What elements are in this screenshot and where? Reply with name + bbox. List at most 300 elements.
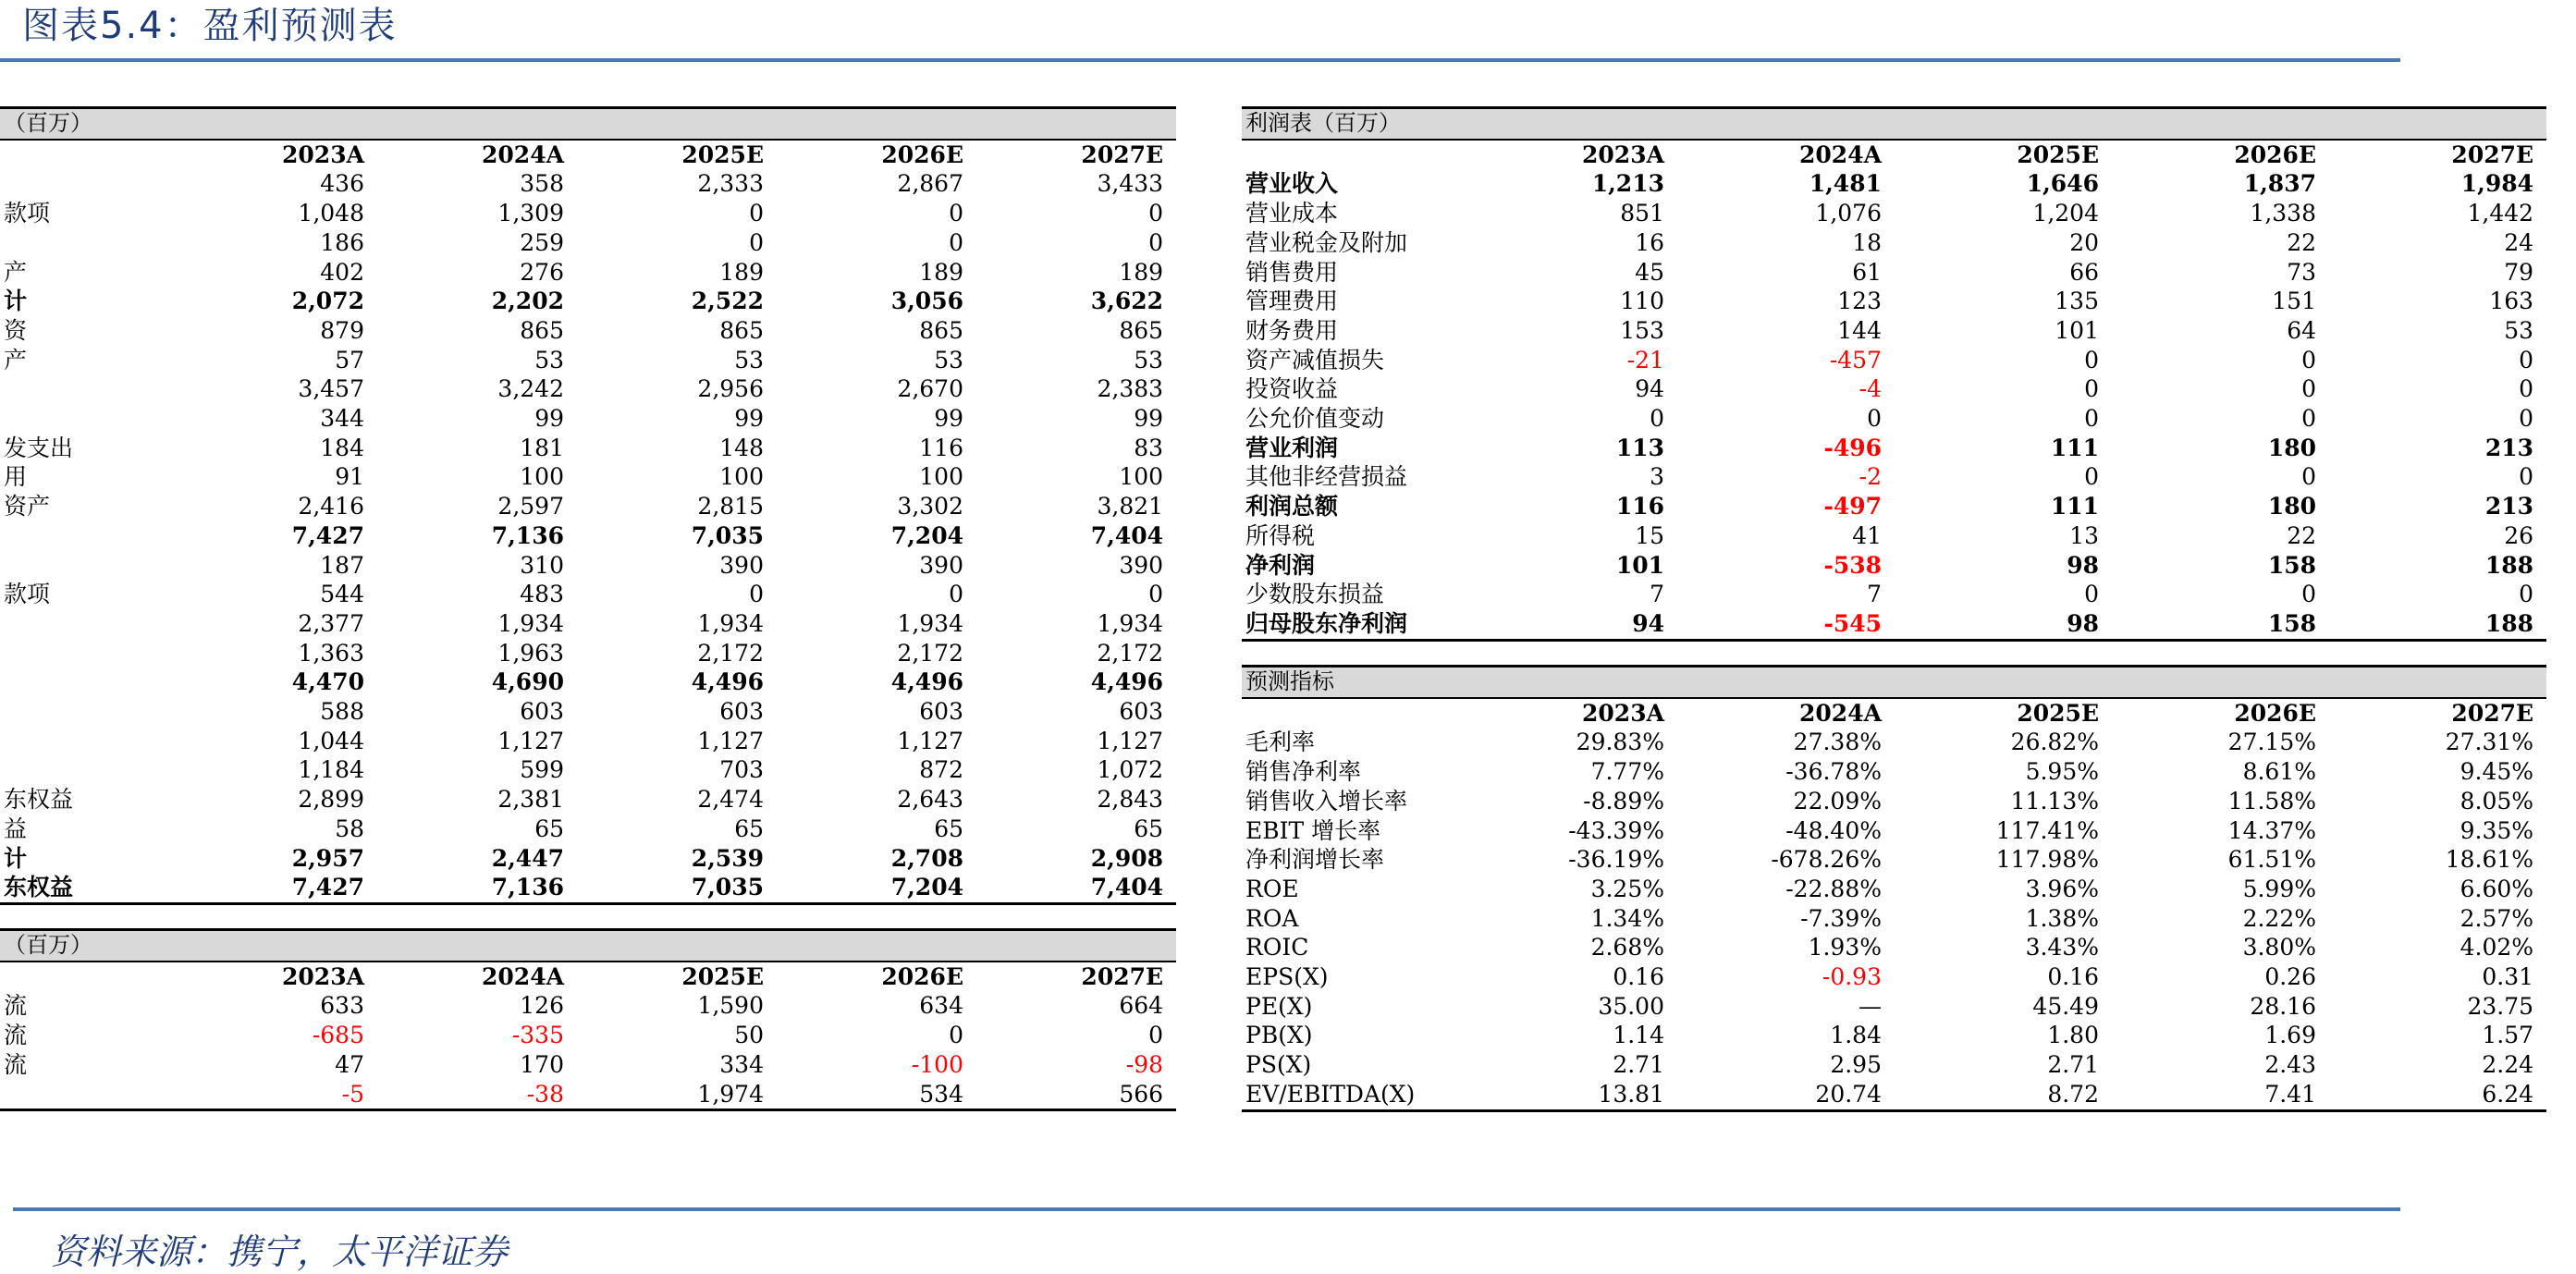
row-label: 管理费用 [1245,288,1339,315]
row-label: 产 [4,258,28,286]
value-cell: 189 [919,258,963,286]
value-cell: -538 [1823,551,1882,579]
value-cell: 2,908 [1090,844,1164,872]
value-cell: 189 [719,258,764,286]
value-cell: 2,172 [897,639,963,667]
value-cell: 2,172 [697,639,764,667]
value-cell: 99 [934,405,963,433]
value-cell: 111 [2050,434,2099,461]
value-cell: 344 [320,405,364,433]
value-cell: 534 [777,1080,976,1110]
value-cell: 101 [1615,551,1664,579]
value-cell: 1,646 [2026,170,2099,198]
value-cell: 2,383 [1097,375,1164,403]
row-label: 计 [4,288,28,315]
value-cell: 7 [1867,581,1882,608]
value-cell: 7,035 [691,521,764,549]
value-cell: 65 [534,815,564,842]
row-label: 营业成本 [1245,200,1339,227]
value-cell: 27.38% [1793,729,1882,756]
value-cell: 153 [1620,316,1664,344]
value-cell: 99 [1134,405,1164,433]
value-cell: 99 [734,405,764,433]
value-cell: 148 [719,434,764,461]
value-cell: 1,127 [1097,727,1164,754]
row-label: PB(X) [1245,1022,1313,1049]
value-cell: 0 [1148,581,1164,608]
value-cell: 0 [2519,581,2534,608]
value-cell: 180 [2267,493,2316,521]
value-cell: 53 [534,346,564,374]
section-header-row [0,108,1176,140]
value-cell: 2,381 [497,786,564,814]
value-cell: -497 [1823,493,1882,521]
value-cell: 3,302 [897,493,963,521]
year-header-row [0,962,1176,992]
value-cell: -335 [511,1022,564,1049]
value-cell: 0 [2519,405,2534,433]
value-cell: 45.49 [2032,992,2099,1020]
year-header: 2023A [1582,141,1664,168]
value-cell: 8.72 [1895,1080,2112,1110]
value-cell: 1.84 [1830,1022,1882,1049]
value-cell: 14.37% [2227,816,2316,844]
value-cell: 7.41 [2112,1080,2329,1110]
table-row [0,492,1176,521]
row-label [0,609,178,639]
table-row [0,169,1176,199]
value-cell: 402 [320,258,364,286]
row-label: 其他非经营损益 [1245,463,1408,491]
title-rule [0,58,2400,62]
table-row [1242,199,2546,228]
year-header: 2024A [1799,141,1882,168]
table-row [1242,316,2546,346]
value-cell: 18.61% [2445,846,2534,874]
value-cell: 1,481 [1809,170,1882,198]
section-header-row [0,930,1176,962]
value-cell: 1,127 [497,727,564,754]
row-label [0,404,178,434]
row-label: EBIT 增长率 [1245,816,1381,844]
value-cell: -4 [1858,375,1882,403]
value-cell: 7,404 [1090,521,1164,549]
row-label: 销售费用 [1245,258,1339,286]
value-cell: 7,204 [890,521,963,549]
row-label: 资产 [4,493,51,521]
value-cell: 135 [2055,288,2099,315]
value-cell: 0.31 [2482,963,2534,991]
row-label: 资产减值损失 [1245,346,1385,374]
table-row [0,873,1176,903]
table-row [1242,757,2546,787]
value-cell: 865 [719,316,764,344]
value-cell: 2,333 [697,170,764,198]
row-label: 计 [4,844,28,872]
row-label: 款项 [4,581,51,608]
value-cell: 1,048 [298,200,364,227]
value-cell: 4,496 [691,668,764,696]
value-cell: 22 [2287,228,2316,256]
year-header: 2027E [2451,699,2534,727]
value-cell: 1,127 [897,727,963,754]
value-cell: 1,044 [298,727,364,754]
table-row [0,609,1176,639]
row-label [0,755,178,785]
value-cell: 100 [719,463,764,491]
value-cell: 2,474 [697,786,764,814]
table-row [0,228,1176,258]
value-cell: 20 [2069,228,2099,256]
table-row [1242,169,2546,199]
row-label: 发支出 [4,434,74,461]
row-label: ROIC [1245,934,1309,962]
year-header: 2025E [2017,699,2099,727]
section-header-row [1242,667,2546,698]
year-header: 2024A [482,141,564,168]
value-cell: 26.82% [2010,729,2099,756]
value-cell: 1,837 [2243,170,2316,198]
value-cell: 2,670 [897,375,963,403]
value-cell: 66 [2069,258,2099,286]
table-row [1242,787,2546,816]
row-label [0,727,178,756]
value-cell: -22.88% [1785,875,1882,902]
row-label: 东权益 [4,786,74,814]
value-cell: 45 [1635,258,1664,286]
value-cell: 58 [335,815,364,842]
value-cell: 0 [2301,463,2316,491]
value-cell: 117.98% [1995,846,2099,874]
row-label: 归母股东净利润 [1242,609,1460,640]
value-cell: 0 [1148,228,1164,256]
value-cell: 188 [2484,551,2534,579]
value-cell: 213 [2484,434,2534,461]
value-cell: 0 [2301,581,2316,608]
value-cell: 1,442 [2467,200,2534,227]
value-cell: 53 [2504,316,2534,344]
value-cell: 1,076 [1815,200,1882,227]
value-cell: 7,136 [491,521,564,549]
value-cell: 16 [1635,228,1664,256]
value-cell: 851 [1620,200,1664,227]
value-cell: -5 [178,1080,377,1110]
table-row [1242,875,2546,904]
value-cell: -685 [312,1022,364,1049]
table-row [1242,962,2546,992]
value-cell: 1,184 [298,756,364,784]
table-row [0,639,1176,668]
value-cell: 2,202 [491,288,564,315]
value-cell: 64 [2287,316,2316,344]
table-row [1242,609,2546,640]
value-cell: 3.96% [2025,875,2099,902]
value-cell: 1,213 [1591,170,1664,198]
value-cell: 0.16 [1613,963,1664,991]
value-cell: -21 [1626,346,1664,374]
value-cell: 2,172 [1097,639,1164,667]
value-cell: 0 [2519,463,2534,491]
value-cell: -496 [1823,434,1882,461]
year-header: 2026E [881,141,963,168]
value-cell: -43.39% [1568,816,1664,844]
value-cell: 1.93% [1808,934,1882,962]
value-cell: 7,204 [777,873,976,903]
value-cell: 1,363 [298,639,364,667]
value-cell: 0 [949,581,963,608]
table-row [0,727,1176,756]
row-label: 益 [4,815,28,842]
year-header-blank [0,140,178,170]
value-cell: 4,690 [491,668,564,696]
table-row [0,1050,1176,1080]
row-label: 净利润增长率 [1245,846,1385,874]
year-header: 2023A [282,962,364,990]
value-cell: 98 [2067,551,2099,579]
table-row [0,668,1176,697]
table-row [1242,346,2546,375]
value-cell: -457 [1829,346,1882,374]
table-row [0,755,1176,785]
value-cell: 0 [1148,200,1164,227]
value-cell: 50 [734,1022,764,1049]
value-cell: 2.95 [1830,1051,1882,1079]
year-header: 2027E [2451,141,2534,168]
row-label [0,169,178,199]
value-cell: 1,204 [2032,200,2099,227]
table-row [0,462,1176,492]
table-row [1242,992,2546,1022]
row-label: 利润总额 [1245,493,1339,521]
value-cell: 4.02% [2459,934,2534,962]
value-cell: 865 [919,316,963,344]
value-cell: 588 [320,698,364,726]
value-cell: 633 [320,992,364,1020]
value-cell: 189 [1119,258,1164,286]
value-cell: 1,934 [497,609,564,637]
value-cell: 5.99% [2242,875,2316,902]
table-row [1242,462,2546,492]
year-header: 2026E [2234,699,2316,727]
value-cell: 2.71 [1613,1051,1664,1079]
value-cell: 0 [2084,463,2099,491]
value-cell: 1.57 [2482,1022,2534,1049]
value-cell: 73 [2287,258,2316,286]
row-label [0,697,178,727]
value-cell: 1,072 [1097,756,1164,784]
value-cell: -48.40% [1785,816,1882,844]
value-cell: 3,457 [298,375,364,403]
year-header-row [1242,140,2546,170]
table-row [0,844,1176,874]
value-cell: 7,136 [377,873,577,903]
value-cell: 2,899 [298,786,364,814]
value-cell: 3,056 [890,288,963,315]
value-cell: 310 [520,551,564,579]
value-cell: 8.05% [2459,787,2534,815]
value-cell: 3,433 [1097,170,1164,198]
value-cell: 0 [949,200,963,227]
year-header: 2025E [681,962,764,990]
value-cell: 53 [1134,346,1164,374]
value-cell: 53 [734,346,764,374]
value-cell: 2,956 [697,375,764,403]
value-cell: 27.15% [2227,729,2316,756]
value-cell: 9.45% [2459,758,2534,786]
value-cell: 91 [335,463,364,491]
forecast-indicators-table [1242,665,2546,1112]
value-cell: 2,522 [691,288,764,315]
value-cell: 0 [2301,375,2316,403]
value-cell: 79 [2504,258,2534,286]
value-cell: 0 [2084,375,2099,403]
value-cell: 1.80 [2047,1022,2099,1049]
row-label: 所得税 [1245,521,1316,549]
value-cell: 1.38% [2025,904,2099,932]
cash-flow-table [0,928,1176,1111]
value-cell: 2.68% [1590,934,1664,962]
section-header: （百万） [0,930,1176,962]
value-cell: 0.26 [2264,963,2316,991]
table-row [1242,845,2546,875]
table-row [1242,228,2546,258]
value-cell: 1,984 [2460,170,2534,198]
value-cell: 1,934 [1097,609,1164,637]
value-cell: 2,447 [491,844,564,872]
value-cell: 151 [2272,288,2316,315]
table-row [0,258,1176,288]
value-cell: 116 [1615,493,1664,521]
row-label: 款项 [4,200,51,227]
row-label: 用 [4,463,28,491]
value-cell: 23.75 [2467,992,2534,1020]
row-label: ROE [1245,875,1299,902]
value-cell: 98 [1895,609,2112,640]
value-cell: 3,622 [1090,288,1164,315]
value-cell: 26 [2504,521,2534,549]
value-cell: 99 [534,405,564,433]
value-cell: 3,821 [1097,493,1164,521]
value-cell: 11.58% [2227,787,2316,815]
value-cell: 57 [335,346,364,374]
value-cell: 144 [1837,316,1882,344]
value-cell: -7.39% [1800,904,1882,932]
table-row [0,785,1176,815]
value-cell: 0 [2084,405,2099,433]
value-cell: 22 [2287,521,2316,549]
table-row [0,815,1176,844]
table-row [0,991,1176,1021]
value-cell: -36.19% [1568,846,1664,874]
row-label [0,228,178,258]
value-cell: 3.80% [2242,934,2316,962]
value-cell: 100 [520,463,564,491]
value-cell: 544 [320,581,364,608]
year-header: 2025E [2017,141,2099,168]
value-cell: 20.74 [1677,1080,1895,1110]
value-cell: 5.95% [2025,758,2099,786]
value-cell: 3.43% [2025,934,2099,962]
year-header: 2027E [1081,962,1164,990]
value-cell: 2,597 [497,493,564,521]
value-cell: 116 [919,434,963,461]
value-cell: -8.89% [1583,787,1664,815]
value-cell: 7.77% [1590,758,1664,786]
value-cell: 24 [2504,228,2534,256]
value-cell: 1.34% [1590,904,1664,932]
value-cell: 35.00 [1598,992,1664,1020]
value-cell: 158 [2267,551,2316,579]
value-cell: -36.78% [1785,758,1882,786]
value-cell: 158 [2112,609,2329,640]
value-cell: 28.16 [2250,992,2316,1020]
value-cell: 0 [1148,1022,1164,1049]
table-row [1242,521,2546,551]
row-label [0,521,178,551]
table-row [1242,933,2546,962]
value-cell: 4,470 [291,668,364,696]
value-cell: 0 [749,200,764,227]
value-cell: 879 [320,316,364,344]
value-cell: 703 [719,756,764,784]
value-cell: 188 [2329,609,2546,640]
value-cell: 2.24 [2482,1051,2534,1079]
value-cell: 483 [520,581,564,608]
value-cell: — [1858,992,1882,1020]
value-cell: 15 [1635,521,1664,549]
value-cell: 187 [320,551,364,579]
value-cell: 0 [749,581,764,608]
value-cell: 181 [520,434,564,461]
value-cell: 8.61% [2242,758,2316,786]
value-cell: 2.22% [2242,904,2316,932]
table-row [1242,728,2546,757]
value-cell: 358 [520,170,564,198]
table-row [0,374,1176,404]
value-cell: 94 [1635,375,1664,403]
value-cell: 7,035 [577,873,777,903]
table-row [0,316,1176,346]
row-label: 财务费用 [1245,316,1339,344]
table-row [1242,374,2546,404]
value-cell: 2,815 [697,493,764,521]
value-cell: 186 [320,228,364,256]
value-cell: 865 [520,316,564,344]
value-cell: 7 [1650,581,1664,608]
table-row [0,404,1176,434]
value-cell: 7,427 [291,521,364,549]
value-cell: 2.43 [2264,1051,2316,1079]
row-label: 毛利率 [1245,729,1316,756]
value-cell: 0 [1867,405,1882,433]
row-label: 产 [4,346,28,374]
year-header: 2025E [681,141,764,168]
table-row [0,697,1176,727]
value-cell: 13.81 [1460,1080,1677,1110]
year-header: 2023A [282,141,364,168]
table-row [0,551,1176,581]
table-row [0,287,1176,316]
value-cell: 100 [1119,463,1164,491]
row-label: 营业利润 [1245,434,1339,461]
value-cell: 6.60% [2459,875,2534,902]
value-cell: 2.57% [2459,904,2534,932]
row-label [0,668,178,697]
footer-rule [13,1207,2400,1211]
section-header: 预测指标 [1242,667,2546,698]
row-label [0,639,178,668]
value-cell: 390 [719,551,764,579]
